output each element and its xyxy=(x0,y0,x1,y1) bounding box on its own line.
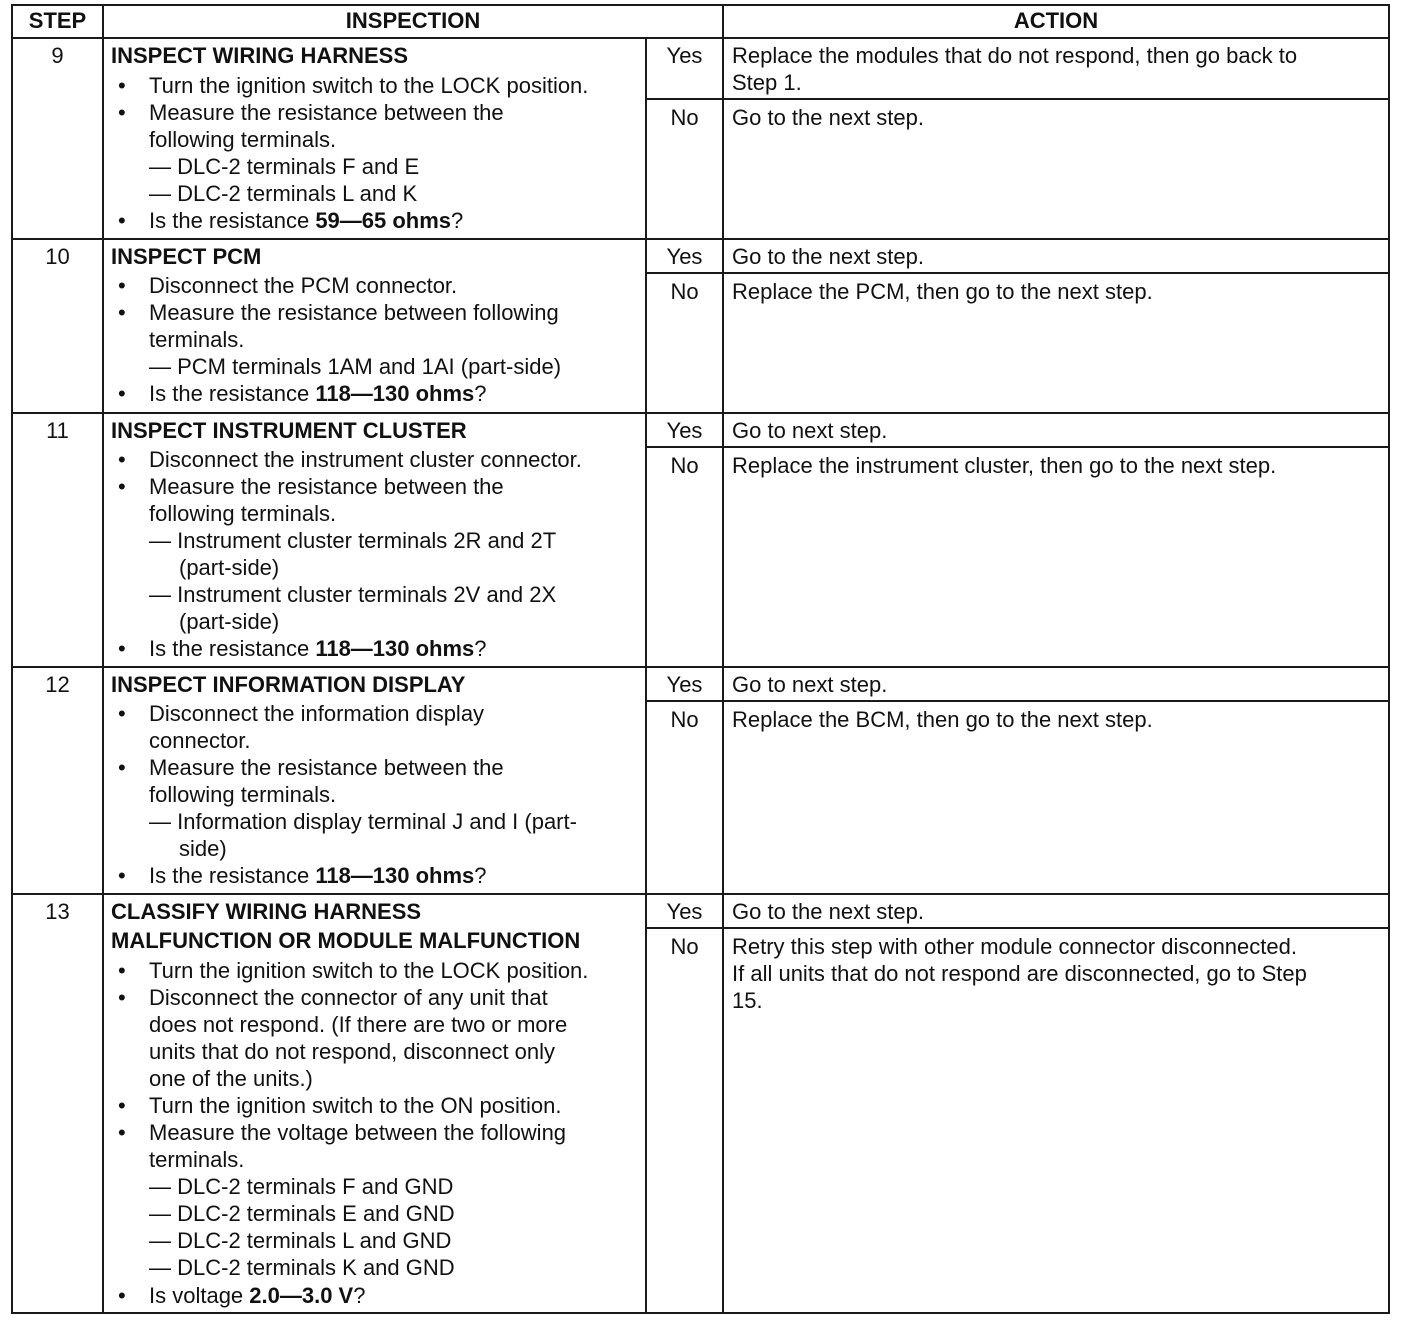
header-separator xyxy=(11,37,1390,39)
col-divider-step xyxy=(102,4,104,1314)
inspection-item: Measure the resistance between the xyxy=(149,755,504,780)
inspection-item: Measure the resistance between following xyxy=(149,300,559,325)
inspection-item: Disconnect the PCM connector. xyxy=(149,273,458,298)
yes-no-separator xyxy=(645,927,1390,929)
inspection-item: terminals. xyxy=(149,327,245,352)
no-label: No xyxy=(670,105,699,130)
no-action: 15. xyxy=(732,988,763,1013)
yes-no-separator xyxy=(645,700,1390,702)
inspection-subitem: (part-side) xyxy=(179,555,280,580)
bullet-icon: • xyxy=(118,1283,126,1308)
bullet-icon: • xyxy=(118,701,126,726)
inspection-item: following terminals. xyxy=(149,501,337,526)
yes-label: Yes xyxy=(666,672,703,697)
inspection-item: one of the units.) xyxy=(149,1066,313,1091)
yes-action: Go to the next step. xyxy=(732,244,925,269)
inspection-subitem: — Instrument cluster terminals 2R and 2T xyxy=(149,528,557,553)
row-separator xyxy=(11,238,1390,240)
yes-action: Go to the next step. xyxy=(732,899,925,924)
row-separator xyxy=(11,412,1390,414)
no-action: Replace the instrument cluster, then go to the next step. xyxy=(732,453,1277,478)
inspection-subitem: — Information display terminal J and I (part- xyxy=(149,809,577,834)
inspection-title: MALFUNCTION OR MODULE MALFUNCTION xyxy=(111,928,581,953)
row-separator xyxy=(11,893,1390,895)
inspection-subitem: — DLC-2 terminals E and GND xyxy=(149,1201,455,1226)
bullet-icon: • xyxy=(118,1093,126,1118)
step-number: 12 xyxy=(45,672,70,697)
bullet-icon: • xyxy=(118,300,126,325)
bullet-icon: • xyxy=(118,381,126,406)
step-number: 11 xyxy=(46,418,69,443)
inspection-title: INSPECT PCM xyxy=(111,244,262,269)
inspection-item: terminals. xyxy=(149,1147,245,1172)
inspection-subitem: (part-side) xyxy=(179,609,280,634)
header-step: STEP xyxy=(28,8,87,33)
bullet-icon: • xyxy=(118,447,126,472)
yes-no-separator xyxy=(645,446,1390,448)
inspection-item: Disconnect the information display xyxy=(149,701,485,726)
col-divider-answer xyxy=(722,4,724,1314)
yes-action: Go to next step. xyxy=(732,672,888,697)
no-action: If all units that do not respond are disconnected, go to Step xyxy=(732,961,1307,986)
inspection-item: Measure the resistance between the xyxy=(149,474,504,499)
yes-action: Go to next step. xyxy=(732,418,888,443)
inspection-question: Is the resistance 118—130 ohms? xyxy=(149,381,487,406)
yes-label: Yes xyxy=(666,418,703,443)
step-number: 10 xyxy=(45,244,70,269)
yes-action: Replace the modules that do not respond, then go back to xyxy=(732,43,1298,68)
yes-action: Step 1. xyxy=(732,70,802,95)
inspection-item: Measure the voltage between the following xyxy=(149,1120,567,1145)
inspection-item: Turn the ignition switch to the LOCK position. xyxy=(149,958,589,983)
inspection-title: CLASSIFY WIRING HARNESS xyxy=(111,899,422,924)
bullet-icon: • xyxy=(118,73,126,98)
step-number: 9 xyxy=(51,43,64,68)
inspection-subitem: — DLC-2 terminals F and E xyxy=(149,154,420,179)
bullet-icon: • xyxy=(118,208,126,233)
inspection-subitem: — Instrument cluster terminals 2V and 2X xyxy=(149,582,557,607)
inspection-title: INSPECT WIRING HARNESS xyxy=(111,43,409,68)
inspection-subitem: — PCM terminals 1AM and 1AI (part-side) xyxy=(149,354,562,379)
bullet-icon: • xyxy=(118,100,126,125)
bullet-icon: • xyxy=(118,958,126,983)
table-border-bottom xyxy=(11,1312,1390,1314)
table-border-left xyxy=(11,4,13,1314)
table-border-right xyxy=(1388,4,1390,1314)
inspection-item: following terminals. xyxy=(149,127,337,152)
inspection-question: Is the resistance 118—130 ohms? xyxy=(149,636,487,661)
no-label: No xyxy=(670,453,699,478)
inspection-question: Is voltage 2.0—3.0 V? xyxy=(149,1283,366,1308)
header-action: ACTION xyxy=(1013,8,1099,33)
yes-no-separator xyxy=(645,272,1390,274)
inspection-question: Is the resistance 118—130 ohms? xyxy=(149,863,487,888)
bullet-icon: • xyxy=(118,863,126,888)
no-action: Replace the BCM, then go to the next step. xyxy=(732,707,1153,732)
yes-no-separator xyxy=(645,98,1390,100)
no-label: No xyxy=(670,279,699,304)
inspection-item: does not respond. (If there are two or more xyxy=(149,1012,568,1037)
no-action: Replace the PCM, then go to the next step. xyxy=(732,279,1153,304)
yes-label: Yes xyxy=(666,244,703,269)
bullet-icon: • xyxy=(118,755,126,780)
table-border-top xyxy=(11,4,1390,6)
yes-label: Yes xyxy=(666,899,703,924)
header-inspection: INSPECTION xyxy=(345,8,481,33)
no-label: No xyxy=(670,934,699,959)
bullet-icon: • xyxy=(118,273,126,298)
inspection-item: units that do not respond, disconnect only xyxy=(149,1039,556,1064)
inspection-item: Disconnect the instrument cluster connector. xyxy=(149,447,582,472)
diagnostic-table xyxy=(11,4,1390,1314)
inspection-item: Turn the ignition switch to the ON position. xyxy=(149,1093,562,1118)
inspection-subitem: — DLC-2 terminals L and K xyxy=(149,181,418,206)
inspection-question: Is the resistance 59—65 ohms? xyxy=(149,208,464,233)
inspection-subitem: — DLC-2 terminals L and GND xyxy=(149,1228,452,1253)
inspection-item: Turn the ignition switch to the LOCK position. xyxy=(149,73,589,98)
bullet-icon: • xyxy=(118,474,126,499)
inspection-item: Disconnect the connector of any unit that xyxy=(149,985,548,1010)
step-number: 13 xyxy=(45,899,70,924)
inspection-subitem: — DLC-2 terminals K and GND xyxy=(149,1255,455,1280)
inspection-item: following terminals. xyxy=(149,782,337,807)
inspection-title: INSPECT INFORMATION DISPLAY xyxy=(111,672,466,697)
yes-label: Yes xyxy=(666,43,703,68)
no-label: No xyxy=(670,707,699,732)
bullet-icon: • xyxy=(118,985,126,1010)
inspection-item: connector. xyxy=(149,728,251,753)
row-separator xyxy=(11,666,1390,668)
bullet-icon: • xyxy=(118,1120,126,1145)
inspection-item: Measure the resistance between the xyxy=(149,100,504,125)
inspection-title: INSPECT INSTRUMENT CLUSTER xyxy=(111,418,467,443)
inspection-subitem: — DLC-2 terminals F and GND xyxy=(149,1174,454,1199)
no-action: Go to the next step. xyxy=(732,105,925,130)
bullet-icon: • xyxy=(118,636,126,661)
inspection-subitem: side) xyxy=(179,836,227,861)
no-action: Retry this step with other module connector disconnected. xyxy=(732,934,1297,959)
